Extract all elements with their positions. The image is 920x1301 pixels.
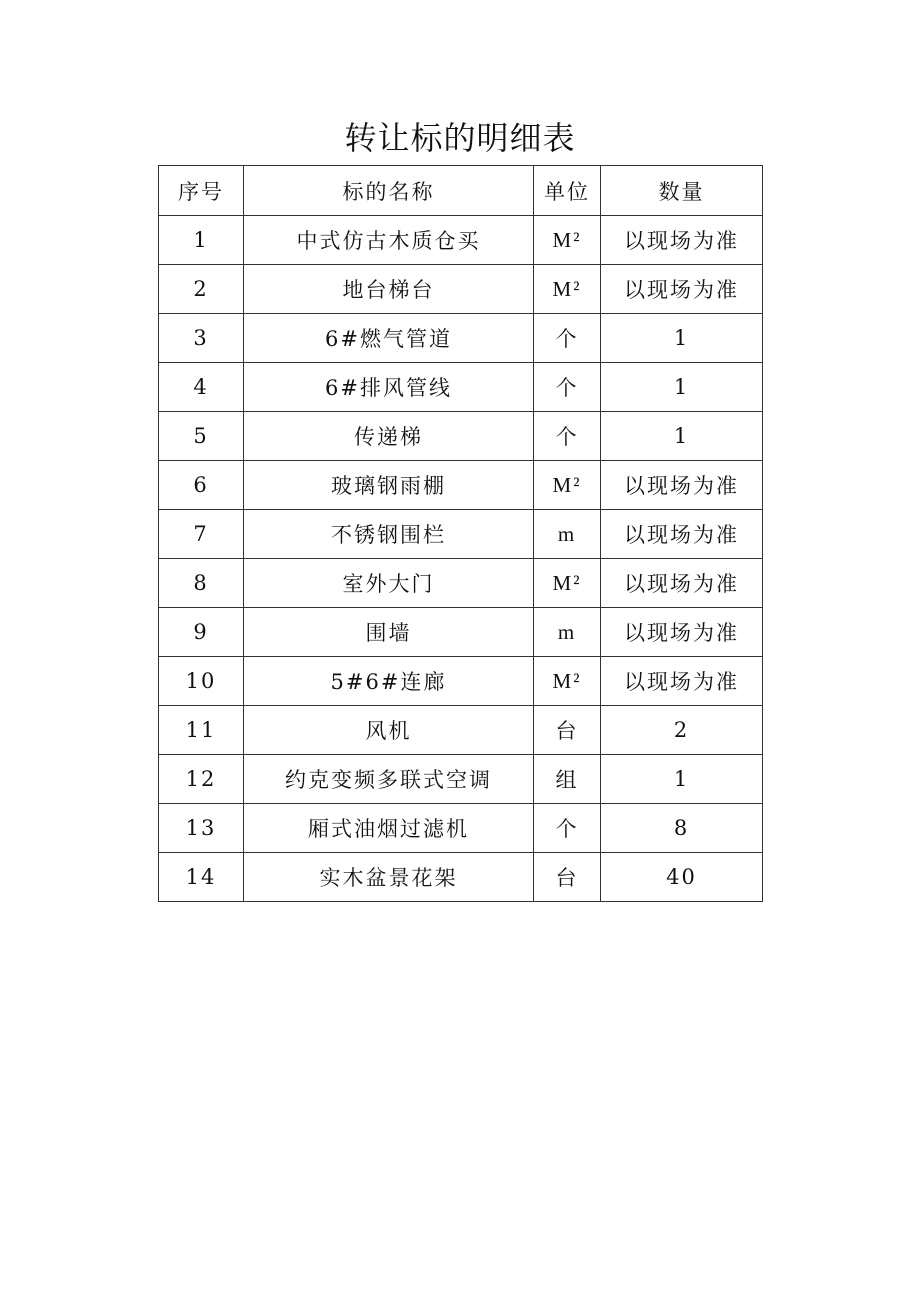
cell-unit: m	[534, 608, 601, 657]
cell-unit: 个	[534, 804, 601, 853]
cell-quantity: 以现场为准	[601, 461, 763, 510]
cell-item-name: 6#排风管线	[244, 363, 534, 412]
header-unit: 单位	[534, 166, 601, 216]
cell-item-name: 围墙	[244, 608, 534, 657]
cell-item-name: 玻璃钢雨棚	[244, 461, 534, 510]
table-row	[159, 265, 763, 314]
header-quantity: 数量	[601, 166, 763, 216]
table-row	[159, 608, 763, 657]
cell-item-name: 室外大门	[244, 559, 534, 608]
table-header-row	[159, 166, 763, 216]
cell-quantity: 2	[601, 706, 763, 755]
cell-unit: 个	[534, 363, 601, 412]
cell-item-name: 厢式油烟过滤机	[244, 804, 534, 853]
cell-quantity: 以现场为准	[601, 265, 763, 314]
cell-serial-number: 12	[159, 755, 244, 804]
cell-unit: M²	[534, 559, 601, 608]
table-row	[159, 804, 763, 853]
table-row	[159, 657, 763, 706]
page-title: 转让标的明细表	[344, 119, 576, 157]
cell-serial-number: 8	[159, 559, 244, 608]
cell-item-name: 实木盆景花架	[244, 853, 534, 902]
cell-unit: M²	[534, 216, 601, 265]
cell-quantity: 以现场为准	[601, 608, 763, 657]
cell-quantity: 以现场为准	[601, 559, 763, 608]
cell-serial-number: 9	[159, 608, 244, 657]
cell-quantity: 8	[601, 804, 763, 853]
cell-quantity: 1	[601, 314, 763, 363]
cell-quantity: 1	[601, 755, 763, 804]
cell-serial-number: 2	[159, 265, 244, 314]
table-row	[159, 363, 763, 412]
cell-item-name: 5#6#连廊	[244, 657, 534, 706]
header-serial-number: 序号	[159, 166, 244, 216]
cell-serial-number: 6	[159, 461, 244, 510]
table-row	[159, 755, 763, 804]
table-row	[159, 314, 763, 363]
cell-unit: M²	[534, 265, 601, 314]
cell-serial-number: 11	[159, 706, 244, 755]
table-row	[159, 510, 763, 559]
cell-item-name: 中式仿古木质仓买	[244, 216, 534, 265]
cell-quantity: 以现场为准	[601, 216, 763, 265]
cell-item-name: 不锈钢围栏	[244, 510, 534, 559]
cell-quantity: 以现场为准	[601, 657, 763, 706]
table-row	[159, 559, 763, 608]
cell-serial-number: 13	[159, 804, 244, 853]
cell-unit: M²	[534, 461, 601, 510]
cell-unit: 组	[534, 755, 601, 804]
cell-unit: 台	[534, 706, 601, 755]
cell-unit: 个	[534, 412, 601, 461]
detail-table	[158, 165, 763, 902]
cell-item-name: 6#燃气管道	[244, 314, 534, 363]
table-row	[159, 706, 763, 755]
table-row	[159, 216, 763, 265]
cell-serial-number: 10	[159, 657, 244, 706]
cell-serial-number: 3	[159, 314, 244, 363]
cell-item-name: 风机	[244, 706, 534, 755]
cell-serial-number: 4	[159, 363, 244, 412]
cell-serial-number: 7	[159, 510, 244, 559]
cell-item-name: 传递梯	[244, 412, 534, 461]
cell-quantity: 以现场为准	[601, 510, 763, 559]
cell-unit: 个	[534, 314, 601, 363]
cell-item-name: 约克变频多联式空调	[244, 755, 534, 804]
cell-serial-number: 5	[159, 412, 244, 461]
header-item-name: 标的名称	[244, 166, 534, 216]
cell-unit: m	[534, 510, 601, 559]
table-row	[159, 853, 763, 902]
cell-item-name: 地台梯台	[244, 265, 534, 314]
cell-serial-number: 1	[159, 216, 244, 265]
cell-serial-number: 14	[159, 853, 244, 902]
table-row	[159, 461, 763, 510]
cell-unit: 台	[534, 853, 601, 902]
cell-unit: M²	[534, 657, 601, 706]
cell-quantity: 40	[601, 853, 763, 902]
table-row	[159, 412, 763, 461]
cell-quantity: 1	[601, 412, 763, 461]
cell-quantity: 1	[601, 363, 763, 412]
